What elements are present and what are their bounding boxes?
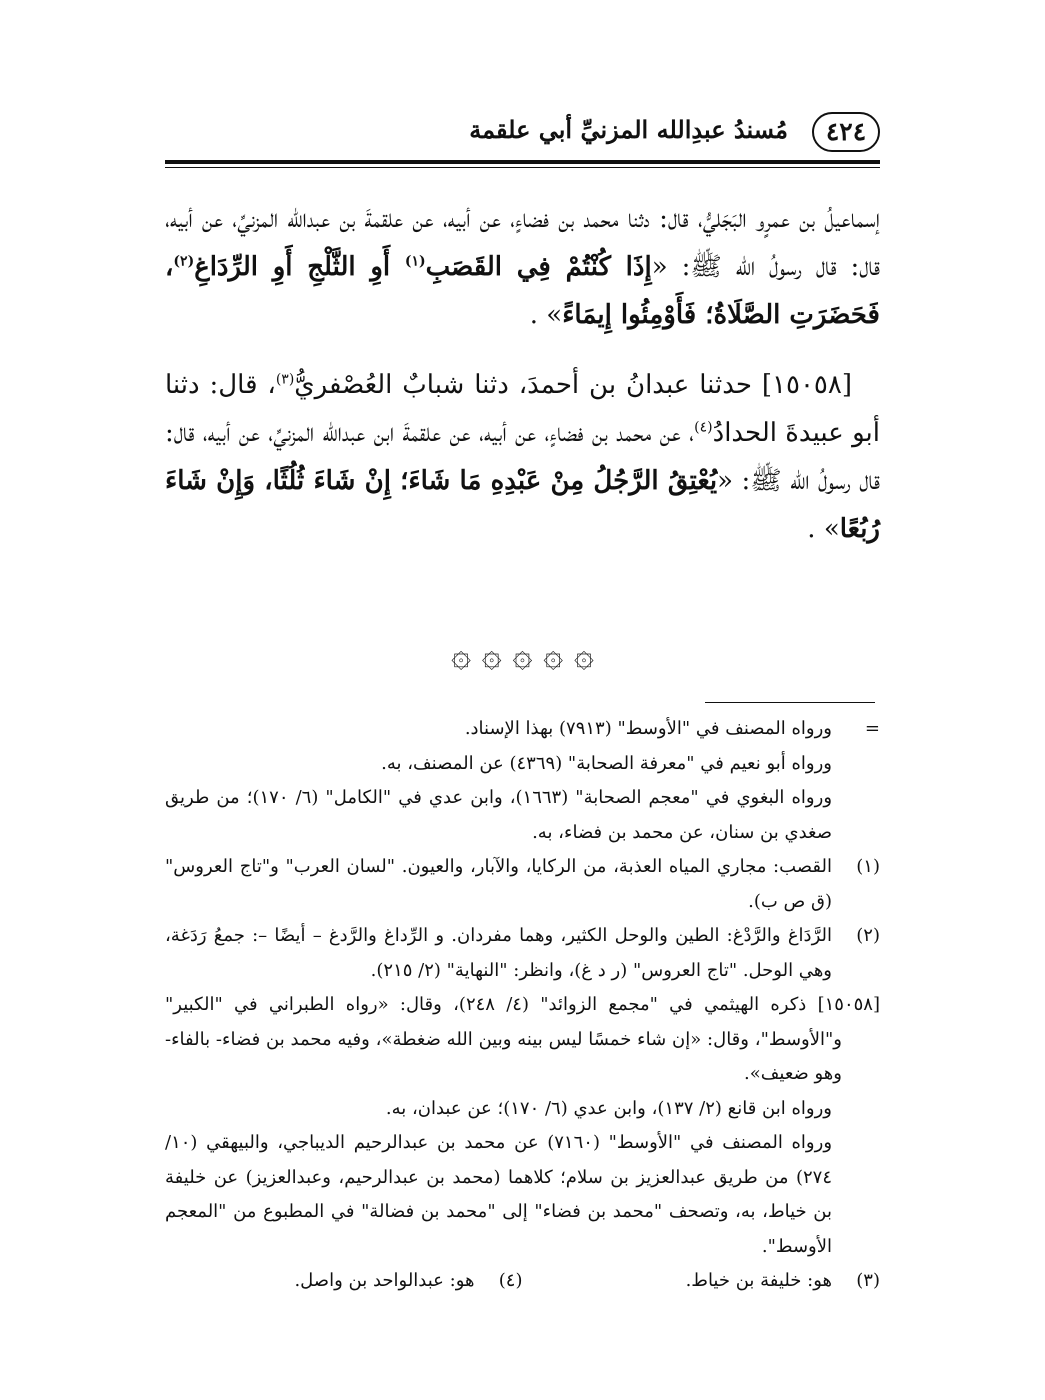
footnote-4: (٤) هو: عبدالواحد بن واصل. bbox=[294, 1270, 523, 1291]
header-rule-thin bbox=[165, 167, 880, 168]
footnote-ref-2[interactable]: (٢) bbox=[173, 253, 195, 270]
footnote-continuation: = ورواه المصنف في "الأوسط" (٧٩١٣) بهذا الإسناد. ورواه أبو نعيم في "معرفة الصحابة" (٤٣٦٩) عن المصنف، به. ورواه البغوي في "معجم الصحابة" (١٦٦٣)، وابن عدي في "الكامل" (٦/ ١٧٠)؛ من طريق صغدي بن سنان، عن محمد بن فضاء، به. bbox=[165, 718, 880, 843]
footnote-rule bbox=[705, 702, 875, 703]
header-rule-thick bbox=[165, 160, 880, 164]
footnote-takhrij-more: ورواه ابن قانع (٢/ ١٣٧)، وابن عدي (٦/ ١٧٠)؛ عن عبدان، به. ورواه المصنف في "الأوسط" (٧١٦٠) عن محمد بن عبدالرحيم الديباجي، والبيهقي (١٠/ ٢٧٤) من طريق عبدالعزيز بن سلام؛ كلاهما (محمد بن عبدالرحيم، وعبدالعزيز) عن خليفة بن خياط، به، وتصحف "محمد بن فضاء" إلى "محمد بن فضالة" في المطبوع من "المعجم الأوسط". bbox=[165, 1097, 833, 1257]
running-title: مُسندُ عبدِالله المزنيِّ أبي علقمة bbox=[469, 115, 788, 144]
footnote-takhrij: [١٥٠٥٨] ذكره الهيثمي في "مجمع الزوائد" (٤/ ٢٤٨)، وقال: «رواه الطبراني في "الكبير" و"الأوسط"، وقال: «إن شاء خمسًا ليس بينه وبين الله ضغطة»، وفيه محمد بن فضاء- بالفاء- وهو ضعيف». bbox=[165, 994, 880, 1084]
page-header bbox=[165, 108, 880, 158]
footnote-3: (٣) هو: خليفة بن خياط. bbox=[685, 1270, 880, 1291]
hadith-text: إِذَا كُنْتُمْ فِي القَصَبِ$^{(١)}$ أَوِ الثَّلْجِ أَوِ الرِّدَاغِ$^{(٢)}$، فَحَضَرَتِ الصَّلَاةُ؛ فَأَوْمِئُوا إِيمَاءً bbox=[165, 252, 880, 330]
section-separator: ۞ ۞ ۞ ۞ ۞ bbox=[451, 635, 594, 675]
footnote-ref-1[interactable]: (١) bbox=[404, 253, 426, 270]
page-number: ٤٢٤ bbox=[812, 112, 880, 152]
hadith-text-2: يُعْتِقُ الرَّجُلُ مِنْ عَبْدِهِ مَا شَاءَ؛ إِنْ شَاءَ ثُلُثًا، وَإِنْ شَاءَ رُبُعًا bbox=[165, 466, 880, 544]
footnotes-3-4 bbox=[165, 1264, 880, 1299]
footnotes bbox=[165, 712, 880, 1299]
paragraph-1: إسماعيلُ بن عمرٍو البَجَليُّ، قال: دثنا محمد بن فضاءٍ، عن أبيه، عن علقمةَ بن عبدالله المزنيِّ، عن أبيه، قال: قال رسولُ الله ﷺ: «إِذَا كُنْتُمْ فِي القَصَبِ$^{(١)}$ أَوِ الثَّلْجِ أَوِ الرِّدَاغِ$^{(٢)}$، فَحَضَرَتِ الصَّلَاةُ؛ فَأَوْمِئُوا إِيمَاءً» . bbox=[165, 204, 880, 330]
footnote-2: (٢) الرَّدَاغ والرَّدْغ: الطين والوحل الكثير، وهما مفردان. و الرِّداغ والرَّدغ – أيضًا –: جمعُ رَدَغة، وهي الوحل. "تاج العروس" (ر د غ)، وانظر: "النهاية" (٢/ ٢١٥). bbox=[165, 925, 880, 981]
paragraph-2: [١٥٠٥٨] حدثنا عبدانُ بن أحمدَ، دثنا شبابٌ العُصْفريُّ$^{(٣)}$، قال: دثنا أبو عبيدةَ الحدادُ$^{(٤)}$، عن محمد بن فضاءٍ، عن أبيه، عن علقمةَ ابن عبدالله المزنيِّ، عن أبيه، قال: قال رسولُ الله ﷺ: «يُعْتِقُ الرَّجُلُ مِنْ عَبْدِهِ مَا شَاءَ؛ إِنْ شَاءَ ثُلُثًا، وَإِنْ شَاءَ رُبُعًا» . bbox=[165, 370, 880, 544]
footnote-1: (١) القصب: مجاري المياه العذبة، من الركايا، والآبار، والعيون. "لسان العرب" و"تاج العروس" (ق ص ب). bbox=[165, 856, 880, 912]
footnote-ref-4[interactable]: (٤) bbox=[694, 419, 713, 436]
footnote-ref-3[interactable]: (٣) bbox=[275, 371, 295, 388]
main-text bbox=[165, 195, 880, 553]
